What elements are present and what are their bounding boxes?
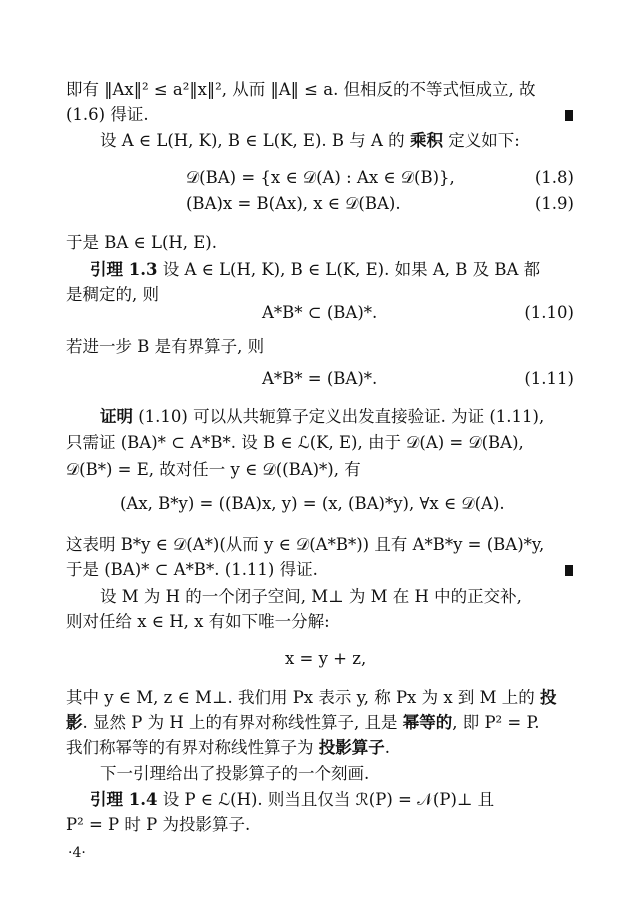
text-line: 𝒟(B*) = E, 故对任一 y ∈ 𝒟((BA)*), 有: [66, 460, 361, 479]
equation: A*B* = (BA)*.: [262, 369, 378, 388]
text-span: 设 P ∈ ℒ(H). 则当且仅当 ℛ(P) = 𝒩(P)⊥ 且: [162, 790, 495, 809]
text-line: 设 M 为 H 的一个闭子空间, M⊥ 为 M 在 H 中的正交补,: [100, 587, 522, 606]
text-line: [66, 737, 390, 759]
equation: x = y + z,: [285, 649, 367, 668]
text-span: 设 A ∈ L(H, K), B ∈ L(K, E). B 与 A 的: [100, 131, 405, 150]
text-line: 下一引理给出了投影算子的一个刻画.: [100, 764, 370, 783]
defined-term: 乘积: [409, 131, 443, 150]
text-line: P² = P 时 P 为投影算子.: [66, 815, 251, 834]
equation: (BA)x = B(Ax), x ∈ 𝒟(BA).: [186, 194, 401, 213]
text-span: .: [384, 738, 390, 757]
text-line: 这表明 B*y ∈ 𝒟(A*)(从而 y ∈ 𝒟(A*B*)) 且有 A*B*y = (BA)*y,: [66, 535, 545, 554]
text-line: 于是 (BA)* ⊂ A*B*. (1.11) 得证.: [66, 560, 318, 579]
text-line: 于是 BA ∈ L(H, E).: [66, 233, 217, 252]
lemma-label: 引理 1.4: [90, 790, 158, 809]
text-span: 设 A ∈ L(H, K), B ∈ L(K, E). 如果 A, B 及 BA 都: [162, 260, 541, 279]
text-line: 是稠定的, 则: [66, 285, 159, 304]
text-span: . 显然 P 为 H 上的有界对称线性算子, 且是: [82, 713, 398, 732]
equation: (Ax, B*y) = ((BA)x, y) = (x, (BA)*y), ∀x ∈ 𝒟(A).: [120, 494, 505, 513]
text-line: [66, 687, 557, 709]
text-line: [90, 789, 494, 811]
defined-term: 影: [66, 713, 83, 732]
equation: 𝒟(BA) = {x ∈ 𝒟(A) : Ax ∈ 𝒟(B)},: [186, 168, 455, 187]
qed-mark: [565, 565, 573, 576]
text-span: 其中 y ∈ M, z ∈ M⊥. 我们用 Px 表示 y, 称 Px 为 x 到 M 上的: [66, 688, 535, 707]
text-line: 若进一步 B 是有界算子, 则: [66, 337, 265, 356]
defined-term: 幂等的: [402, 713, 453, 732]
text-line: [66, 712, 539, 734]
defined-term: 投: [540, 688, 557, 707]
text-line: 则对任给 x ∈ H, x 有如下唯一分解:: [66, 612, 330, 631]
text-span: , 即 P² = P.: [452, 713, 540, 732]
lemma-label: 引理 1.3: [90, 260, 158, 279]
text-line: [90, 259, 540, 281]
text-span: 定义如下:: [448, 131, 520, 150]
text-span: 即有 ‖Ax‖² ≤ a²‖x‖², 从而 ‖A‖ ≤ a. 但相反的不等式恒成立, 故: [66, 80, 536, 99]
equation-number: (1.8): [534, 168, 574, 187]
text-line: 只需证 (BA)* ⊂ A*B*. 设 B ∈ ℒ(K, E), 由于 𝒟(A) = 𝒟(BA),: [66, 433, 524, 452]
text-line: [66, 79, 574, 101]
proof-label: 证明: [100, 407, 133, 426]
text-span: 我们称幂等的有界对称线性算子为: [66, 738, 314, 757]
equation-number: (1.9): [534, 194, 574, 213]
equation-number: (1.10): [524, 303, 574, 322]
text-span: (1.10) 可以从共轭算子定义出发直接验证. 为证 (1.11),: [138, 407, 545, 426]
text-line: (1.6) 得证.: [66, 105, 149, 124]
text-line: [100, 406, 544, 428]
equation: A*B* ⊂ (BA)*.: [262, 303, 378, 322]
text-line: [100, 130, 520, 152]
equation-number: (1.11): [524, 369, 574, 388]
defined-term: 投影算子: [318, 738, 385, 757]
qed-mark: [565, 110, 573, 121]
page-number: ·4·: [68, 845, 86, 861]
